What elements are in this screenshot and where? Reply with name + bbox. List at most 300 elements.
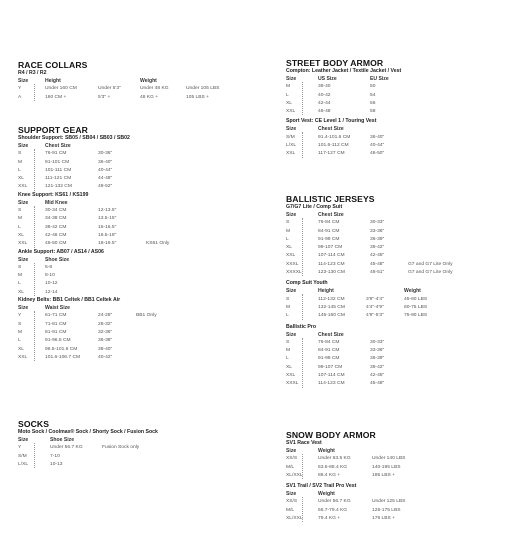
value-cell: 63.5-88.4 KG [318,464,348,470]
size-cell: L [18,281,21,287]
table-header [18,436,158,444]
size-cell: XS/S [286,499,298,505]
value-cell: 30-34 CM [45,208,67,214]
product-list: Sport Vest: CE Level 1 / Touring Vest [286,118,377,125]
section-title: SUPPORT GEAR [18,125,88,135]
size-cell: S [18,151,22,157]
product-list: Kidney Belts: BB1 Celtek / BB1 Celtek Air [18,297,121,304]
table-row [286,347,385,355]
snow-body-armor-section [286,430,406,523]
table-row [286,219,385,227]
product-list: G7/G7 Lite / Comp Suit [286,204,343,210]
value-cell: 79.4 KG + [318,516,341,522]
value-cell: 84-91 CM [318,348,340,354]
header-cell: Size [286,448,297,454]
value-cell: 132-145 CM [318,304,345,310]
table-row [18,207,130,215]
value-cell: 12-13.5" [98,208,117,214]
size-cell: XL [18,346,24,352]
product-list: Ankle Support: AB07 / AS14 / AS06 [18,248,104,255]
size-cell: XL/XXL [286,516,303,522]
value-cell: 36-40" [98,159,113,165]
size-cell: XL/XXL [286,472,303,478]
product-list: Moto Sock / Coolmax® Sock / Shorty Sock / Fusion Sock [18,429,158,435]
value-cell: 71-81 CM [45,321,67,327]
table-row [286,498,406,506]
value-cell: 48-51" [370,270,385,276]
table-row [18,94,209,102]
table-row [18,232,130,240]
table-row [18,444,158,452]
size-cell: L [18,167,21,173]
table-row [286,507,401,515]
size-cell: XXL [286,253,296,259]
size-cell: S [18,264,22,270]
table-row [286,515,395,523]
value-cell: 76-91 CM [45,151,67,157]
value-cell: 84-91 CM [318,228,340,234]
size-cell: XL [18,232,24,238]
value-cell: 45-60 LBS [404,296,428,302]
header-cell: Weight [404,288,421,295]
value-cell: 140-195 LBS [372,464,401,470]
size-cell: S [18,208,22,214]
value-cell: 48 KG + [140,94,159,100]
size-table [18,436,158,469]
table-row [18,150,130,158]
value-cell: 91-99 CM [318,356,340,362]
header-cell: Shoe Size [45,256,70,263]
product-list: R4 / R3 / R2 [18,70,47,76]
header-cell: Size [286,491,297,498]
size-cell: XL [286,100,292,106]
table-row [286,150,401,158]
product-list: Comp Suit Youth [286,280,328,287]
value-cell: 5'3" + [98,94,111,100]
value-cell: 101.6-106.7 CM [45,354,81,360]
header-cell: Size [18,437,29,443]
table-header [18,304,130,312]
value-cell: 45-48" [370,381,385,387]
value-cell: 12-14 [45,289,58,295]
size-cell: L/XL [286,143,297,149]
table-row [286,364,385,372]
table-header [286,331,375,339]
table-row [286,236,385,244]
header-cell: Size [18,305,29,312]
value-cell: 40-44" [370,143,385,149]
table-row [18,280,130,288]
header-cell: US Size [318,76,337,82]
table-row [18,312,157,320]
value-cell: 33-36" [370,348,385,354]
table-row [18,240,170,248]
table-row [286,296,428,304]
table-row [18,346,130,354]
size-cell: S/M [18,453,27,459]
header-cell: Size [18,256,29,263]
value-cell: 112-132 CM [318,296,345,302]
table-row [286,380,385,388]
size-table [18,256,130,297]
value-cell: 34-38 CM [45,216,67,222]
size-table [286,211,453,277]
size-cell: XXL [18,241,28,247]
value-cell: 3'9"-4'4" [366,296,384,302]
header-cell: Size [286,288,297,295]
value-cell: 75-90 LBS [404,313,428,319]
table-row [18,329,130,337]
value-cell: 40-42 [318,92,331,98]
value-cell: G7 and G7 Lite Only [408,270,453,276]
table-row [286,269,453,277]
value-cell: 107-114 CM [318,373,345,379]
value-cell: 36-39" [370,236,385,242]
value-cell: 46-48 [318,109,331,115]
value-cell: 30-33" [370,339,385,345]
size-cell: XXL [286,109,296,115]
table-row [18,272,130,280]
value-cell: Under 160 CM [45,86,77,92]
size-table [286,447,406,480]
table-row [18,354,130,362]
table-row [286,252,385,260]
table-header [286,211,375,219]
size-cell: S [286,220,290,226]
size-cell: XXXL [286,261,299,267]
header-cell: Size [18,199,29,206]
value-cell: 61-71 CM [45,313,67,319]
value-cell: 4'4"-4'9" [366,304,384,310]
value-cell: 10-12 [45,281,58,287]
race-collars-section [18,60,220,102]
value-cell: 101.6-112 CM [318,143,349,149]
value-cell: 32-36" [98,329,113,335]
table-row [18,167,130,175]
table-row [18,289,130,297]
value-cell: 33-36" [370,228,385,234]
size-cell: M [286,304,291,310]
size-cell: Y [18,313,22,319]
header-cell: Chest Size [318,212,344,218]
table-row [286,339,385,347]
size-cell: XXL [286,151,296,157]
value-cell: 40-44" [98,167,113,173]
value-cell: 16.5-18" [98,232,117,238]
size-cell: XXL [286,373,296,379]
header-cell: Weight [140,78,157,84]
table-row [18,85,220,93]
size-cell: L/XL [18,461,29,467]
value-cell: 39-42" [370,245,385,251]
table-row [286,304,428,312]
size-cell: L [286,313,289,319]
size-cell: M [18,329,23,335]
value-cell: 88.4 KG + [318,472,341,478]
table-row [18,159,130,167]
size-table [18,77,220,102]
value-cell: 111-121 CM [45,176,72,182]
size-cell: XL [286,245,292,251]
value-cell: 175 LBS + [372,516,395,522]
socks-section [18,419,158,469]
value-cell: 50 [370,84,376,90]
size-cell: XS/S [286,456,298,462]
value-cell: Under 48 KG [140,86,169,92]
table-row [286,372,385,380]
size-cell: S [18,321,22,327]
value-cell: 99-107 CM [318,364,343,370]
value-cell: 48-52" [98,184,113,190]
product-list: Ballistic Pro [286,323,316,330]
value-cell: 46-50 CM [45,241,67,247]
value-cell: 18-19.5" [98,241,117,247]
value-cell: 28-32" [98,321,113,327]
value-cell: Under 56.7 KG [50,445,83,451]
ballistic-jerseys-section [286,194,453,389]
value-cell: 91-96.5 CM [45,338,71,344]
table-row [286,355,385,363]
table-row [286,228,385,236]
value-cell: 60-75 LBS [404,304,428,310]
value-cell: Under 105 LBS [186,86,220,92]
header-cell: EU Size [370,76,389,82]
table-row [286,134,401,142]
value-cell: 24-28" [98,313,113,319]
value-cell: 96.5-101.6 CM [45,346,78,352]
table-header [18,256,130,264]
value-cell: 105 LBS + [186,94,209,100]
value-cell: 30-33" [370,220,385,226]
product-list: SV1 Trail / SV2 Trail Pro Vest [286,483,357,490]
value-cell: 91-101 CM [45,159,70,165]
table-header [286,287,421,295]
header-cell: Chest Size [45,143,71,149]
size-cell: Y [18,86,22,92]
table-row [18,215,130,223]
size-cell: XXL [18,354,28,360]
header-cell: Waist Size [45,305,71,312]
support-gear-section [18,125,170,362]
section-title: BALLISTIC JERSEYS [286,194,375,204]
size-cell: L [286,356,289,362]
header-cell: Chest Size [318,331,344,338]
value-cell: 8-10 [45,273,55,279]
value-cell: G7 and G7 Lite Only [408,261,453,267]
value-cell: 76-84 CM [318,339,340,345]
header-cell: Height [318,288,334,295]
table-header [18,199,130,207]
value-cell: 36-39" [370,356,385,362]
value-cell: 5-8 [45,264,53,270]
section-title: RACE COLLARS [18,60,88,70]
value-cell: 56.7-79.4 KG [318,507,348,513]
table-row [18,175,130,183]
product-list: Compton: Leather Jacket / Textile Jacket / Vest [286,68,402,74]
table-row [18,264,130,272]
product-list: Knee Support: KS61 / KS199 [18,191,89,198]
size-cell: L [286,92,289,98]
value-cell: 44-48" [98,176,113,182]
table-row [286,244,385,252]
size-cell: S/M [286,134,295,140]
size-cell: M [286,228,291,234]
table-row [286,83,401,91]
size-table [18,304,157,362]
table-row [18,224,130,232]
table-row [286,472,395,480]
header-cell: Size [286,212,297,218]
value-cell: 42-44 [318,100,331,106]
value-cell: 195 LBS + [372,472,395,478]
value-cell: Under 125 LBS [372,499,406,505]
value-cell: 56 [370,100,376,106]
value-cell: Fusion Sock only [102,445,140,451]
value-cell: 38-40" [98,346,113,352]
size-cell: M/L [286,507,295,513]
size-cell: L [18,224,21,230]
size-cell: XXXXL [286,270,302,276]
table-header [286,125,401,133]
table-row [18,337,130,345]
value-cell: 46-50" [370,151,385,157]
size-cell: M [286,348,291,354]
value-cell: 81-91 CM [45,329,67,335]
size-cell: M [18,159,23,165]
table-row [18,321,130,329]
table-row [286,464,401,472]
value-cell: 42-45" [370,253,385,259]
value-cell: 99-107 CM [318,245,343,251]
header-cell: Size [286,126,297,133]
value-cell: 39-42" [370,364,385,370]
value-cell: 36-38" [98,338,113,344]
table-row [286,312,428,320]
size-cell: M [18,273,23,279]
size-cell: XXL [18,184,28,190]
value-cell: 36-40" [370,134,385,140]
header-cell: Size [286,76,297,82]
value-cell: 160 CM + [45,94,67,100]
header-cell: Weight [318,448,335,454]
size-table [286,331,385,389]
value-cell: Under 5'3" [98,86,121,92]
value-cell: Under 63.5 KG [318,456,351,462]
table-header [18,77,157,85]
table-row [18,461,158,469]
table-header [18,142,130,150]
size-cell: XL [286,364,292,370]
size-table [18,142,130,192]
value-cell: 123-130 CM [318,270,345,276]
size-cell: M [18,216,23,222]
value-cell: 30-36" [98,151,113,157]
value-cell: 4'9"-5'3" [366,313,384,319]
header-cell: Shoe Size [50,437,75,443]
size-table [18,199,170,249]
table-row [286,455,406,463]
size-table [286,287,428,320]
size-table [286,125,401,158]
size-cell: M [286,84,291,90]
value-cell: 45-48" [370,261,385,267]
value-cell: 107-114 CM [318,253,345,259]
section-title: SOCKS [18,419,50,429]
value-cell: 125-175 LBS [372,507,401,513]
size-cell: S [286,339,290,345]
value-cell: Under 140 LBS [372,456,406,462]
table-row [286,92,401,100]
section-title: STREET BODY ARMOR [286,58,384,68]
size-cell: XXXL [286,381,299,387]
table-header [286,447,376,455]
table-row [286,100,401,108]
table-header [286,75,401,83]
header-cell: Size [18,78,29,84]
table-row [286,108,401,116]
table-row [286,261,453,269]
header-cell: Weight [318,491,335,498]
product-list: SV1 Race Vest [286,440,322,446]
table-row [18,453,158,461]
header-cell: Size [286,331,297,338]
value-cell: 114-123 CM [318,261,345,267]
size-table [286,490,406,523]
value-cell: Under 56.7 KG [318,499,351,505]
size-cell: L [18,338,21,344]
table-header [286,490,376,498]
value-cell: 91.4-101.6 CM [318,134,351,140]
value-cell: 10-13 [50,461,63,467]
value-cell: 42-46 CM [45,232,67,238]
table-row [18,183,130,191]
value-cell: 91-99 CM [318,236,340,242]
street-body-armor-section [286,58,401,159]
value-cell: 145-160 CM [318,313,345,319]
value-cell: 54 [370,92,376,98]
size-cell: XL [18,289,24,295]
table-row [286,142,401,150]
value-cell: KS61 Only [146,241,170,247]
product-list: Shoulder Support: SB05 / SB04 / SB03 / SB02 [18,135,130,141]
size-cell: A [18,94,22,100]
header-cell: Height [45,78,61,84]
value-cell: 76-84 CM [318,220,340,226]
value-cell: 7-10 [50,453,60,459]
size-cell: Y [18,445,22,451]
size-cell: L [286,236,289,242]
value-cell: 121-132 CM [45,184,72,190]
section-title: SNOW BODY ARMOR [286,430,376,440]
value-cell: 38-40 [318,84,331,90]
value-cell: 117-127 CM [318,151,345,157]
value-cell: 58 [370,109,376,115]
value-cell: 38-42 CM [45,224,67,230]
size-table [286,75,401,116]
value-cell: 101-111 CM [45,167,72,173]
header-cell: Mid Knee [45,199,68,206]
value-cell: 42-45" [370,373,385,379]
value-cell: 40-42" [98,354,113,360]
size-cell: M/L [286,464,295,470]
size-cell: S [286,296,290,302]
header-cell: Size [18,143,29,149]
header-cell: Chest Size [318,126,344,133]
value-cell: 114-123 CM [318,381,345,387]
size-cell: XL [18,176,24,182]
value-cell: BB1 Only [136,313,157,319]
value-cell: 13.5-15" [98,216,117,222]
